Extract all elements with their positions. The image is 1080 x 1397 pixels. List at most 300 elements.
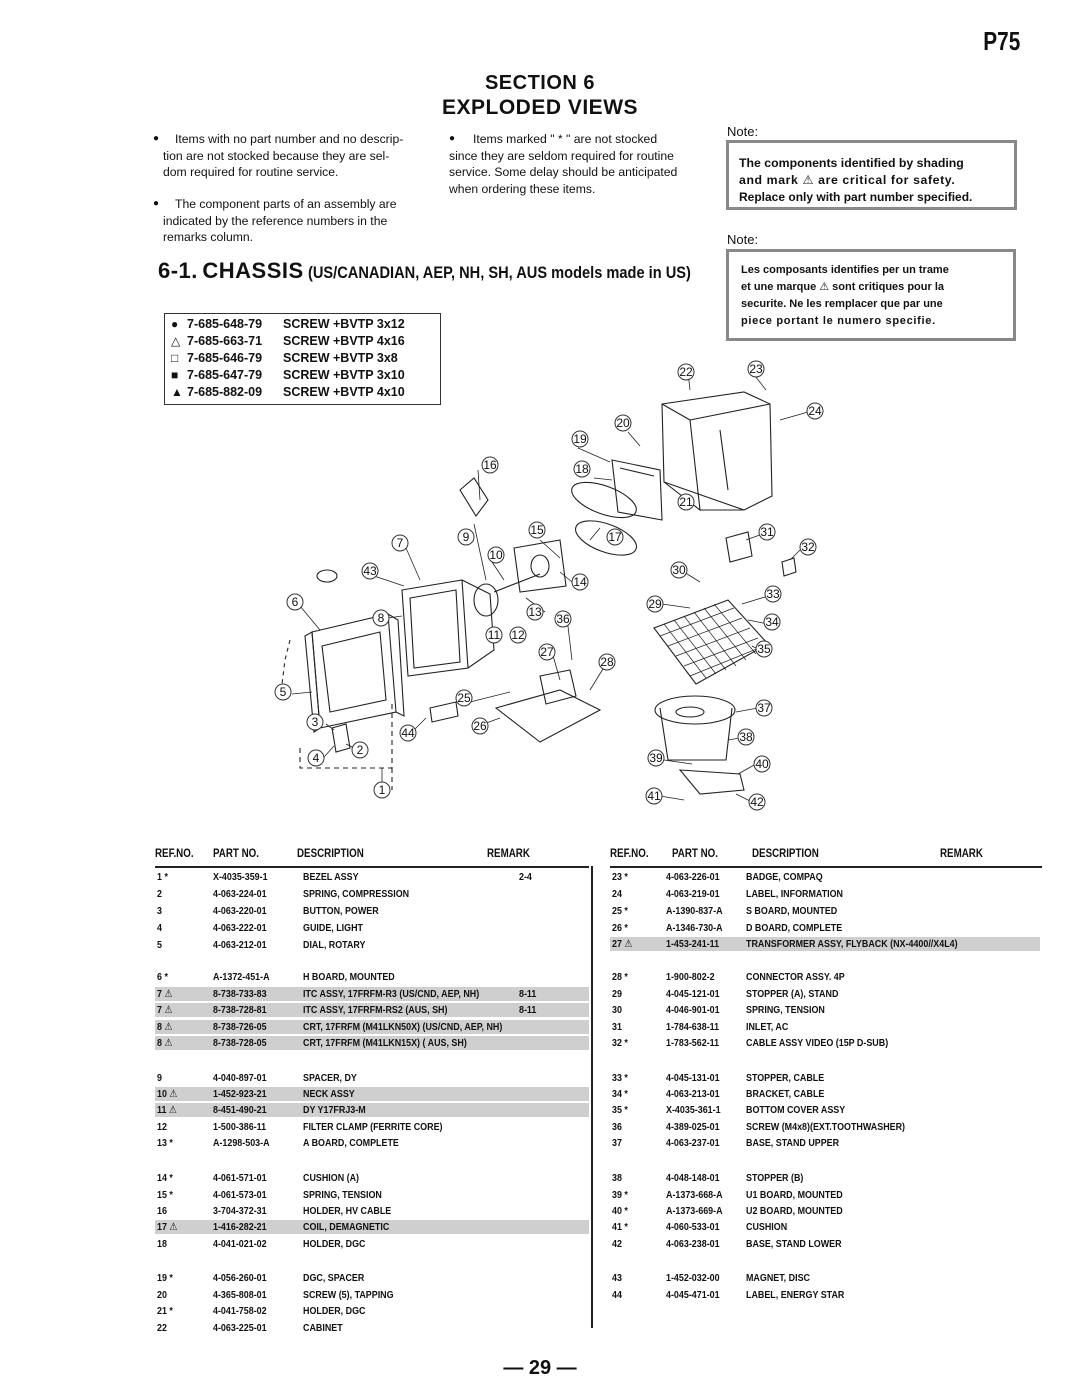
callout-15 xyxy=(529,522,545,538)
cell-part: 4-045-131-01 xyxy=(666,1072,720,1084)
cell-part: 4-060-533-01 xyxy=(666,1221,720,1233)
svg-text:28: 28 xyxy=(600,655,614,669)
parts-table-row xyxy=(155,887,589,901)
svg-text:8: 8 xyxy=(377,611,385,625)
parts-table-row xyxy=(155,870,589,884)
cell-desc: H BOARD, MOUNTED xyxy=(303,971,395,983)
bullet-icon: ● xyxy=(449,133,456,144)
cell-part: 1-783-562-11 xyxy=(666,1037,720,1049)
cell-part: 4-365-808-01 xyxy=(213,1289,267,1301)
cell-ref: 44 xyxy=(612,1289,622,1301)
parts-table-row xyxy=(610,1103,1040,1117)
parts-table-row xyxy=(610,1237,1040,1251)
cell-desc: CABLE ASSY VIDEO (15P D-SUB) xyxy=(746,1037,889,1049)
cell-desc: GUIDE, LIGHT xyxy=(303,922,364,934)
svg-text:39: 39 xyxy=(649,751,663,765)
cell-ref: 41 * xyxy=(612,1221,628,1233)
cell-part: A-1373-668-A xyxy=(666,1189,723,1201)
cell-desc: INLET, AC xyxy=(746,1021,789,1033)
cell-ref: 6 * xyxy=(157,971,168,983)
parts-table-row xyxy=(610,1020,1040,1034)
parts-table-row xyxy=(610,1288,1040,1302)
svg-text:7: 7 xyxy=(396,536,404,550)
svg-text:11: 11 xyxy=(487,628,501,642)
cell-part: 4-063-226-01 xyxy=(666,871,720,883)
svg-text:32: 32 xyxy=(801,540,815,554)
parts-table-row xyxy=(610,1087,1040,1101)
svg-text:20: 20 xyxy=(616,416,630,430)
svg-text:36: 36 xyxy=(556,612,570,626)
parts-table-row xyxy=(610,1188,1040,1202)
cell-part: 4-045-471-01 xyxy=(666,1289,720,1301)
svg-text:25: 25 xyxy=(457,691,471,705)
cell-ref: 27 ⚠ xyxy=(612,938,633,950)
cell-part: A-1346-730-A xyxy=(666,922,723,934)
svg-text:13: 13 xyxy=(528,605,542,619)
cell-ref: 22 xyxy=(157,1322,167,1334)
callout-10 xyxy=(488,547,504,563)
svg-text:42: 42 xyxy=(750,795,764,809)
cell-desc: DY Y17FRJ3-M xyxy=(303,1104,366,1116)
cell-part: 4-063-237-01 xyxy=(666,1137,720,1149)
parts-table-row xyxy=(610,1204,1040,1218)
column-divider xyxy=(591,866,593,1328)
cell-desc: DGC, SPACER xyxy=(303,1272,365,1284)
svg-text:34: 34 xyxy=(765,615,779,629)
cell-ref: 8 ⚠ xyxy=(157,1021,173,1033)
note-fr-box: Les composants identifies per un trame et une marque ⚠ sont critiques pour la securite. Ne les remplacer que par une piece portant le numero specifie. xyxy=(726,249,1016,341)
callout-43 xyxy=(362,563,378,579)
parts-table-row xyxy=(610,937,1040,951)
cell-part: 1-452-923-21 xyxy=(213,1088,267,1100)
cell-desc: SCREW (5), TAPPING xyxy=(303,1289,394,1301)
note-en-title: Note: xyxy=(727,124,759,139)
parts-table-row xyxy=(610,987,1040,1001)
cell-part: X-4035-361-1 xyxy=(666,1104,721,1116)
cell-desc: TRANSFORMER ASSY, FLYBACK (NX-4400//X4L4) xyxy=(746,938,958,950)
svg-text:24: 24 xyxy=(808,404,822,418)
cell-part: 4-063-212-01 xyxy=(213,939,267,951)
cell-ref: 39 * xyxy=(612,1189,628,1201)
parts-table-row xyxy=(610,1071,1040,1085)
cell-desc: SPACER, DY xyxy=(303,1072,357,1084)
callout-30 xyxy=(671,562,687,578)
parts-table-row xyxy=(155,1204,589,1218)
cell-ref: 5 xyxy=(157,939,162,951)
callout-25 xyxy=(456,690,472,706)
cell-desc: CONNECTOR ASSY. 4P xyxy=(746,971,845,983)
parts-table-row xyxy=(155,1003,589,1017)
svg-text:16: 16 xyxy=(483,458,497,472)
callout-2 xyxy=(352,742,368,758)
callout-22 xyxy=(678,364,694,380)
screw-symbol-icon: ▲ xyxy=(171,385,183,399)
parts-table-row xyxy=(155,904,589,918)
screw-symbol-icon: ● xyxy=(171,317,179,331)
parts-table-row xyxy=(610,1220,1040,1234)
svg-text:4: 4 xyxy=(312,751,320,765)
cell-desc: BASE, STAND LOWER xyxy=(746,1238,842,1250)
cell-desc: ITC ASSY, 17FRFM-RS2 (AUS, SH) xyxy=(303,1004,448,1016)
cell-desc: CUSHION (A) xyxy=(303,1172,360,1184)
cell-ref: 11 ⚠ xyxy=(157,1104,177,1116)
cell-ref: 21 * xyxy=(157,1305,173,1317)
cell-part: 4-063-222-01 xyxy=(213,922,267,934)
svg-text:6: 6 xyxy=(291,595,299,609)
cell-part: 4-040-897-01 xyxy=(213,1072,267,1084)
parts-table-row xyxy=(155,1036,589,1050)
parts-table-row xyxy=(155,1136,589,1150)
note-component-parts: ● The component parts of an assembly are indicated by the reference numbers in the remarks column. xyxy=(153,197,397,244)
cell-part: 4-056-260-01 xyxy=(213,1272,267,1284)
callout-16 xyxy=(482,457,498,473)
cell-ref: 10 ⚠ xyxy=(157,1088,178,1100)
cell-ref: 15 * xyxy=(157,1189,173,1201)
cell-part: 8-451-490-21 xyxy=(213,1104,267,1116)
cell-ref: 16 xyxy=(157,1205,167,1217)
cell-remark: 8-11 xyxy=(519,988,537,1000)
parts-table-row xyxy=(155,1120,589,1134)
cell-desc: HOLDER, DGC xyxy=(303,1238,366,1250)
cell-ref: 18 xyxy=(157,1238,167,1250)
cell-desc: BEZEL ASSY xyxy=(303,871,359,883)
parts-table-row xyxy=(610,1003,1040,1017)
callout-37 xyxy=(756,700,772,716)
screw-symbol-icon: △ xyxy=(171,334,181,348)
callout-36 xyxy=(555,611,571,627)
svg-text:27: 27 xyxy=(540,645,554,659)
cell-ref: 19 * xyxy=(157,1272,173,1284)
note-not-stocked: ● Items with no part number and no descrip- tion are not stocked because they are sel- dom required for routine service. xyxy=(153,132,404,179)
cell-part: 1-900-802-2 xyxy=(666,971,715,983)
callout-7 xyxy=(392,535,408,551)
callout-11 xyxy=(486,627,502,643)
cell-part: 4-063-224-01 xyxy=(213,888,267,900)
cell-ref: 29 xyxy=(612,988,622,1000)
cell-desc: STOPPER, CABLE xyxy=(746,1072,825,1084)
cell-ref: 17 ⚠ xyxy=(157,1221,178,1233)
svg-text:10: 10 xyxy=(489,548,503,562)
callout-6 xyxy=(287,594,303,610)
note-fr-title: Note: xyxy=(727,232,759,247)
cell-part: 1-453-241-11 xyxy=(666,938,720,950)
cell-desc: SPRING, COMPRESSION xyxy=(303,888,410,900)
cell-ref: 35 * xyxy=(612,1104,628,1116)
cell-ref: 20 xyxy=(157,1289,167,1301)
parts-table-row xyxy=(155,1071,589,1085)
parts-table-row xyxy=(155,1288,589,1302)
page-id: P75 xyxy=(982,26,1020,56)
cell-ref: 32 * xyxy=(612,1037,628,1049)
cell-part: 1-500-386-11 xyxy=(213,1121,267,1133)
callout-20 xyxy=(615,415,631,431)
callout-5 xyxy=(275,684,291,700)
cell-ref: 7 ⚠ xyxy=(157,988,173,1000)
cell-ref: 26 * xyxy=(612,922,628,934)
cell-desc: U1 BOARD, MOUNTED xyxy=(746,1189,843,1201)
cell-part: 8-738-728-81 xyxy=(213,1004,267,1016)
svg-text:30: 30 xyxy=(672,563,686,577)
parts-table-row xyxy=(155,938,589,952)
callout-34 xyxy=(764,614,780,630)
callout-33 xyxy=(765,586,781,602)
cell-desc: NECK ASSY xyxy=(303,1088,355,1100)
diagram-artwork xyxy=(280,372,808,802)
cell-desc: BRACKET, CABLE xyxy=(746,1088,825,1100)
cell-desc: CRT, 17FRFM (M41LKN15X) ( AUS, SH) xyxy=(303,1037,467,1049)
callout-28 xyxy=(599,654,615,670)
callout-12 xyxy=(510,627,526,643)
cell-ref: 24 xyxy=(612,888,622,900)
parts-table-row xyxy=(155,1020,589,1034)
cell-desc: BADGE, COMPAQ xyxy=(746,871,823,883)
cell-ref: 36 xyxy=(612,1121,622,1133)
cell-part: X-4035-359-1 xyxy=(213,871,268,883)
cell-ref: 12 xyxy=(157,1121,167,1133)
cell-part: A-1390-837-A xyxy=(666,905,723,917)
cell-ref: 31 xyxy=(612,1021,622,1033)
cell-part: 3-704-372-31 xyxy=(213,1205,267,1217)
cell-desc: LABEL, ENERGY STAR xyxy=(746,1289,845,1301)
cell-ref: 38 xyxy=(612,1172,622,1184)
cell-part: 4-389-025-01 xyxy=(666,1121,720,1133)
cell-desc: HOLDER, HV CABLE xyxy=(303,1205,392,1217)
callout-24 xyxy=(807,403,823,419)
parts-table-row xyxy=(155,921,589,935)
cell-desc: STOPPER (B) xyxy=(746,1172,804,1184)
cell-desc: S BOARD, MOUNTED xyxy=(746,905,838,917)
bullet-icon: ● xyxy=(153,133,160,144)
svg-text:2: 2 xyxy=(356,743,364,757)
cell-part: A-1373-669-A xyxy=(666,1205,723,1217)
cell-ref: 25 * xyxy=(612,905,628,917)
parts-table-row xyxy=(155,987,589,1001)
callout-40 xyxy=(754,756,770,772)
svg-text:37: 37 xyxy=(757,701,771,715)
svg-text:26: 26 xyxy=(473,719,487,733)
parts-table-left-header: REF.NO. PART NO. DESCRIPTION REMARK xyxy=(155,846,589,868)
cell-part: 8-738-728-05 xyxy=(213,1037,267,1049)
callout-27 xyxy=(539,644,555,660)
callout-42 xyxy=(749,794,765,810)
cell-ref: 43 xyxy=(612,1272,622,1284)
svg-text:29: 29 xyxy=(648,597,662,611)
cell-ref: 7 ⚠ xyxy=(157,1004,173,1016)
parts-table-row xyxy=(610,1271,1040,1285)
cell-part: 1-784-638-11 xyxy=(666,1021,720,1033)
svg-text:40: 40 xyxy=(755,757,769,771)
svg-text:41: 41 xyxy=(647,789,661,803)
callout-32 xyxy=(800,539,816,555)
cell-ref: 13 * xyxy=(157,1137,173,1149)
cell-part: 4-063-238-01 xyxy=(666,1238,720,1250)
callout-13 xyxy=(527,604,543,620)
callout-14 xyxy=(572,574,588,590)
cell-part: 4-063-219-01 xyxy=(666,888,720,900)
cell-part: 4-046-901-01 xyxy=(666,1004,720,1016)
svg-text:22: 22 xyxy=(679,365,693,379)
cell-remark: 8-11 xyxy=(519,1004,537,1016)
cell-part: 4-061-573-01 xyxy=(213,1189,267,1201)
svg-text:18: 18 xyxy=(575,462,589,476)
note-en-box: The components identified by shading and mark ⚠ are critical for safety. Replace only with part number specified. xyxy=(726,140,1017,210)
screw-row: △ 7-685-663-71 SCREW +BVTP 4x16 xyxy=(171,334,405,348)
cell-part: 1-452-032-00 xyxy=(666,1272,720,1284)
svg-text:15: 15 xyxy=(530,523,544,537)
cell-desc: STOPPER (A), STAND xyxy=(746,988,839,1000)
parts-table-row xyxy=(155,1188,589,1202)
cell-part: 8-738-733-83 xyxy=(213,988,267,1000)
callout-8 xyxy=(373,610,389,626)
cell-ref: 14 * xyxy=(157,1172,173,1184)
screw-symbol-icon: ■ xyxy=(171,368,179,382)
parts-table-row xyxy=(155,1103,589,1117)
cell-part: 4-061-571-01 xyxy=(213,1172,267,1184)
parts-table-row xyxy=(155,1321,589,1335)
callout-3 xyxy=(307,714,323,730)
heading-models: (US/CANADIAN, AEP, NH, SH, AUS models made in US) xyxy=(308,263,692,282)
cell-remark: 2-4 xyxy=(519,871,532,883)
heading-number: 6-1. xyxy=(158,258,198,283)
cell-desc: BASE, STAND UPPER xyxy=(746,1137,840,1149)
cell-part: 4-063-213-01 xyxy=(666,1088,720,1100)
cell-ref: 1 * xyxy=(157,871,168,883)
parts-table-row xyxy=(610,1136,1040,1150)
cell-desc: FILTER CLAMP (FERRITE CORE) xyxy=(303,1121,443,1133)
callout-29 xyxy=(647,596,663,612)
svg-text:1: 1 xyxy=(378,783,386,797)
svg-text:21: 21 xyxy=(679,495,693,509)
cell-desc: BOTTOM COVER ASSY xyxy=(746,1104,846,1116)
callout-38 xyxy=(738,729,754,745)
parts-table-row xyxy=(610,1120,1040,1134)
callout-39 xyxy=(648,750,664,766)
callout-31 xyxy=(759,524,775,540)
svg-text:5: 5 xyxy=(279,685,287,699)
cell-desc: COIL, DEMAGNETIC xyxy=(303,1221,390,1233)
svg-text:14: 14 xyxy=(573,575,587,589)
parts-table-row xyxy=(155,1171,589,1185)
parts-table-row xyxy=(155,1087,589,1101)
callout-44 xyxy=(400,725,416,741)
heading-main: CHASSIS xyxy=(202,258,304,283)
cell-ref: 8 ⚠ xyxy=(157,1037,173,1049)
parts-table-row xyxy=(155,1271,589,1285)
parts-table-row xyxy=(610,904,1040,918)
cell-part: 1-416-282-21 xyxy=(213,1221,267,1233)
svg-text:19: 19 xyxy=(573,432,587,446)
cell-ref: 23 * xyxy=(612,871,628,883)
callout-26 xyxy=(472,718,488,734)
cell-ref: 37 xyxy=(612,1137,622,1149)
cell-part: 4-045-121-01 xyxy=(666,988,720,1000)
parts-table-row xyxy=(610,1036,1040,1050)
cell-desc: LABEL, INFORMATION xyxy=(746,888,844,900)
svg-text:23: 23 xyxy=(749,362,763,376)
screw-row: ● 7-685-648-79 SCREW +BVTP 3x12 xyxy=(171,317,405,331)
cell-part: 4-063-220-01 xyxy=(213,905,267,917)
svg-text:43: 43 xyxy=(363,564,377,578)
svg-text:17: 17 xyxy=(608,530,622,544)
svg-text:9: 9 xyxy=(462,530,470,544)
callout-23 xyxy=(748,361,764,377)
note-items-marked: ● Items marked " * " are not stocked since they are seldom required for routine service. Some delay should be anticipated when ordering these items. xyxy=(449,132,678,196)
callout-9 xyxy=(458,529,474,545)
cell-desc: DIAL, ROTARY xyxy=(303,939,366,951)
callout-21 xyxy=(678,494,694,510)
cell-part: A-1298-503-A xyxy=(213,1137,270,1149)
svg-text:33: 33 xyxy=(766,587,780,601)
cell-desc: ITC ASSY, 17FRFM-R3 (US/CND, AEP, NH) xyxy=(303,988,480,1000)
svg-text:35: 35 xyxy=(757,642,771,656)
callout-18 xyxy=(574,461,590,477)
screw-row: □ 7-685-646-79 SCREW +BVTP 3x8 xyxy=(171,351,398,365)
svg-text:38: 38 xyxy=(739,730,753,744)
parts-table-row xyxy=(610,921,1040,935)
bullet-icon: ● xyxy=(153,198,160,209)
section-number: SECTION 6 xyxy=(484,72,596,94)
cell-ref: 2 xyxy=(157,888,162,900)
svg-text:12: 12 xyxy=(511,628,525,642)
cell-desc: SPRING, TENSION xyxy=(746,1004,825,1016)
cell-desc: SPRING, TENSION xyxy=(303,1189,382,1201)
screw-symbol-icon: □ xyxy=(171,351,179,365)
cell-desc: CABINET xyxy=(303,1322,343,1334)
callout-17 xyxy=(607,529,623,545)
cell-part: 4-063-225-01 xyxy=(213,1322,267,1334)
cell-part: 4-041-021-02 xyxy=(213,1238,267,1250)
callout-41 xyxy=(646,788,662,804)
parts-table-row xyxy=(155,1237,589,1251)
cell-ref: 33 * xyxy=(612,1072,628,1084)
cell-ref: 34 * xyxy=(612,1088,628,1100)
cell-desc: CRT, 17FRFM (M41LKN50X) (US/CND, AEP, NH) xyxy=(303,1021,503,1033)
cell-ref: 3 xyxy=(157,905,162,917)
callout-1 xyxy=(374,782,390,798)
cell-desc: HOLDER, DGC xyxy=(303,1305,366,1317)
cell-desc: SCREW (M4x8)(EXT.TOOTHWASHER) xyxy=(746,1121,906,1133)
svg-text:31: 31 xyxy=(760,525,774,539)
cell-part: 8-738-726-05 xyxy=(213,1021,267,1033)
parts-table-right-header: REF.NO. PART NO. DESCRIPTION REMARK xyxy=(610,846,1042,868)
section-title: EXPLODED VIEWS xyxy=(441,96,639,119)
cell-ref: 28 * xyxy=(612,971,628,983)
cell-desc: A BOARD, COMPLETE xyxy=(303,1137,399,1149)
cell-ref: 4 xyxy=(157,922,162,934)
cell-ref: 9 xyxy=(157,1072,162,1084)
parts-table-row xyxy=(155,1220,589,1234)
parts-table-row xyxy=(610,870,1040,884)
cell-part: 4-048-148-01 xyxy=(666,1172,720,1184)
cell-ref: 42 xyxy=(612,1238,622,1250)
cell-desc: U2 BOARD, MOUNTED xyxy=(746,1205,843,1217)
svg-text:3: 3 xyxy=(311,715,319,729)
screw-row: ▲ 7-685-882-09 SCREW +BVTP 4x10 xyxy=(171,385,405,399)
parts-table-row xyxy=(610,1171,1040,1185)
cell-desc: BUTTON, POWER xyxy=(303,905,379,917)
cell-desc: CUSHION xyxy=(746,1221,788,1233)
parts-table-row xyxy=(610,970,1040,984)
cell-part: 4-041-758-02 xyxy=(213,1305,267,1317)
cell-ref: 40 * xyxy=(612,1205,628,1217)
parts-table-row xyxy=(155,970,589,984)
parts-table-row xyxy=(610,887,1040,901)
callout-19 xyxy=(572,431,588,447)
cell-ref: 30 xyxy=(612,1004,622,1016)
callout-labels xyxy=(275,361,823,810)
screw-row: ■ 7-685-647-79 SCREW +BVTP 3x10 xyxy=(171,368,405,382)
callout-35 xyxy=(756,641,772,657)
